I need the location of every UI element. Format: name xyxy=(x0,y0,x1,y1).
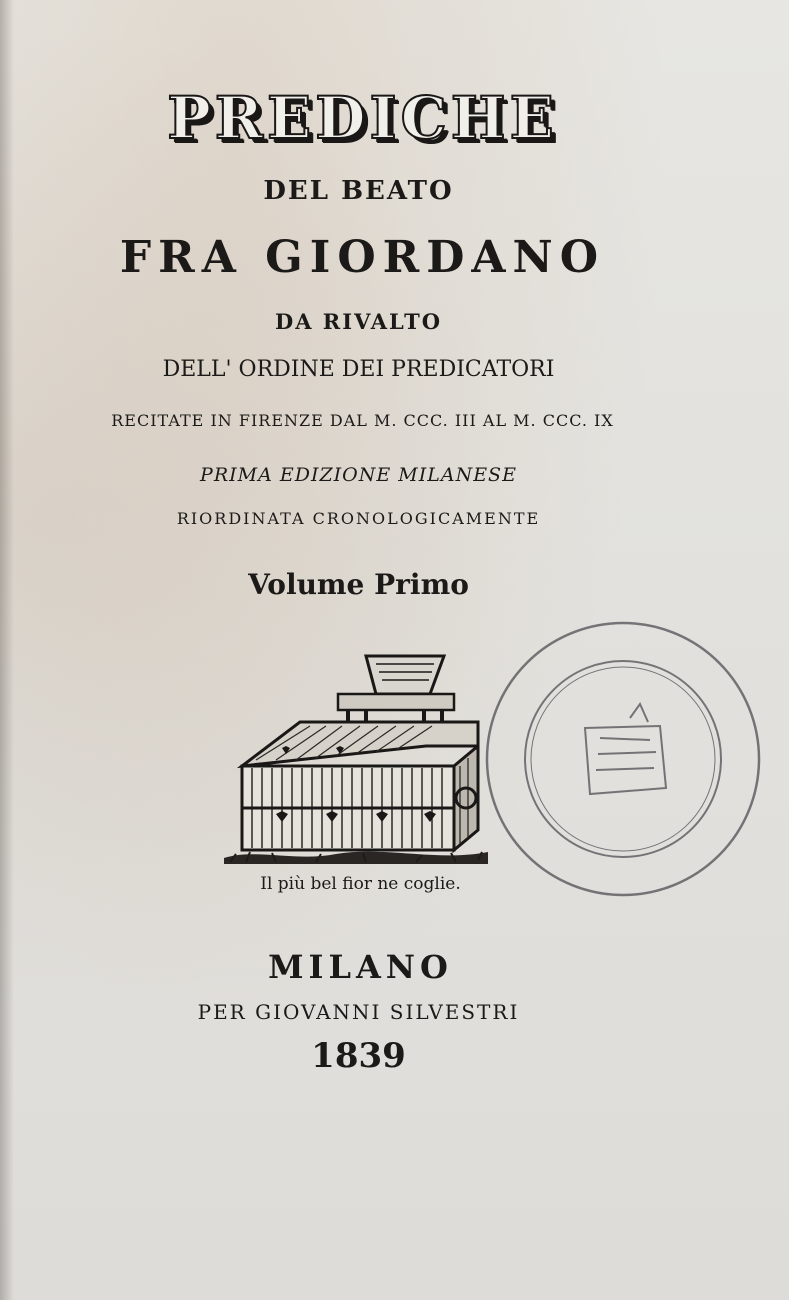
volume-label: Volume Primo xyxy=(248,568,469,601)
vignette-motto: Il più bel fior ne coglie. xyxy=(260,874,461,894)
imprint-year: 1839 xyxy=(311,1036,406,1076)
edition-statement: PRIMA EDIZIONE MILANESE xyxy=(200,464,517,486)
imprint-publisher: PER GIOVANNI SILVESTRI xyxy=(197,1000,520,1024)
arrangement-note: RIORDINATA CRONOLOGICAMENTE xyxy=(176,509,541,528)
recitation-dates: RECITATE IN FIRENZE DAL M. CCC. III AL M. CCC. IX xyxy=(111,411,614,430)
imprint-city: MILANO xyxy=(268,948,453,986)
religious-order: DELL' ORDINE DEI PREDICATORI xyxy=(162,357,555,382)
author-name: FRA GIORDANO xyxy=(119,232,606,283)
book-title: PREDICHE xyxy=(167,84,558,152)
crusca-sieve-vignette xyxy=(216,648,496,876)
subtitle-del-beato: DEL BEATO xyxy=(263,176,454,206)
author-origin: DA RIVALTO xyxy=(274,309,443,334)
library-ownership-stamp xyxy=(480,618,766,900)
